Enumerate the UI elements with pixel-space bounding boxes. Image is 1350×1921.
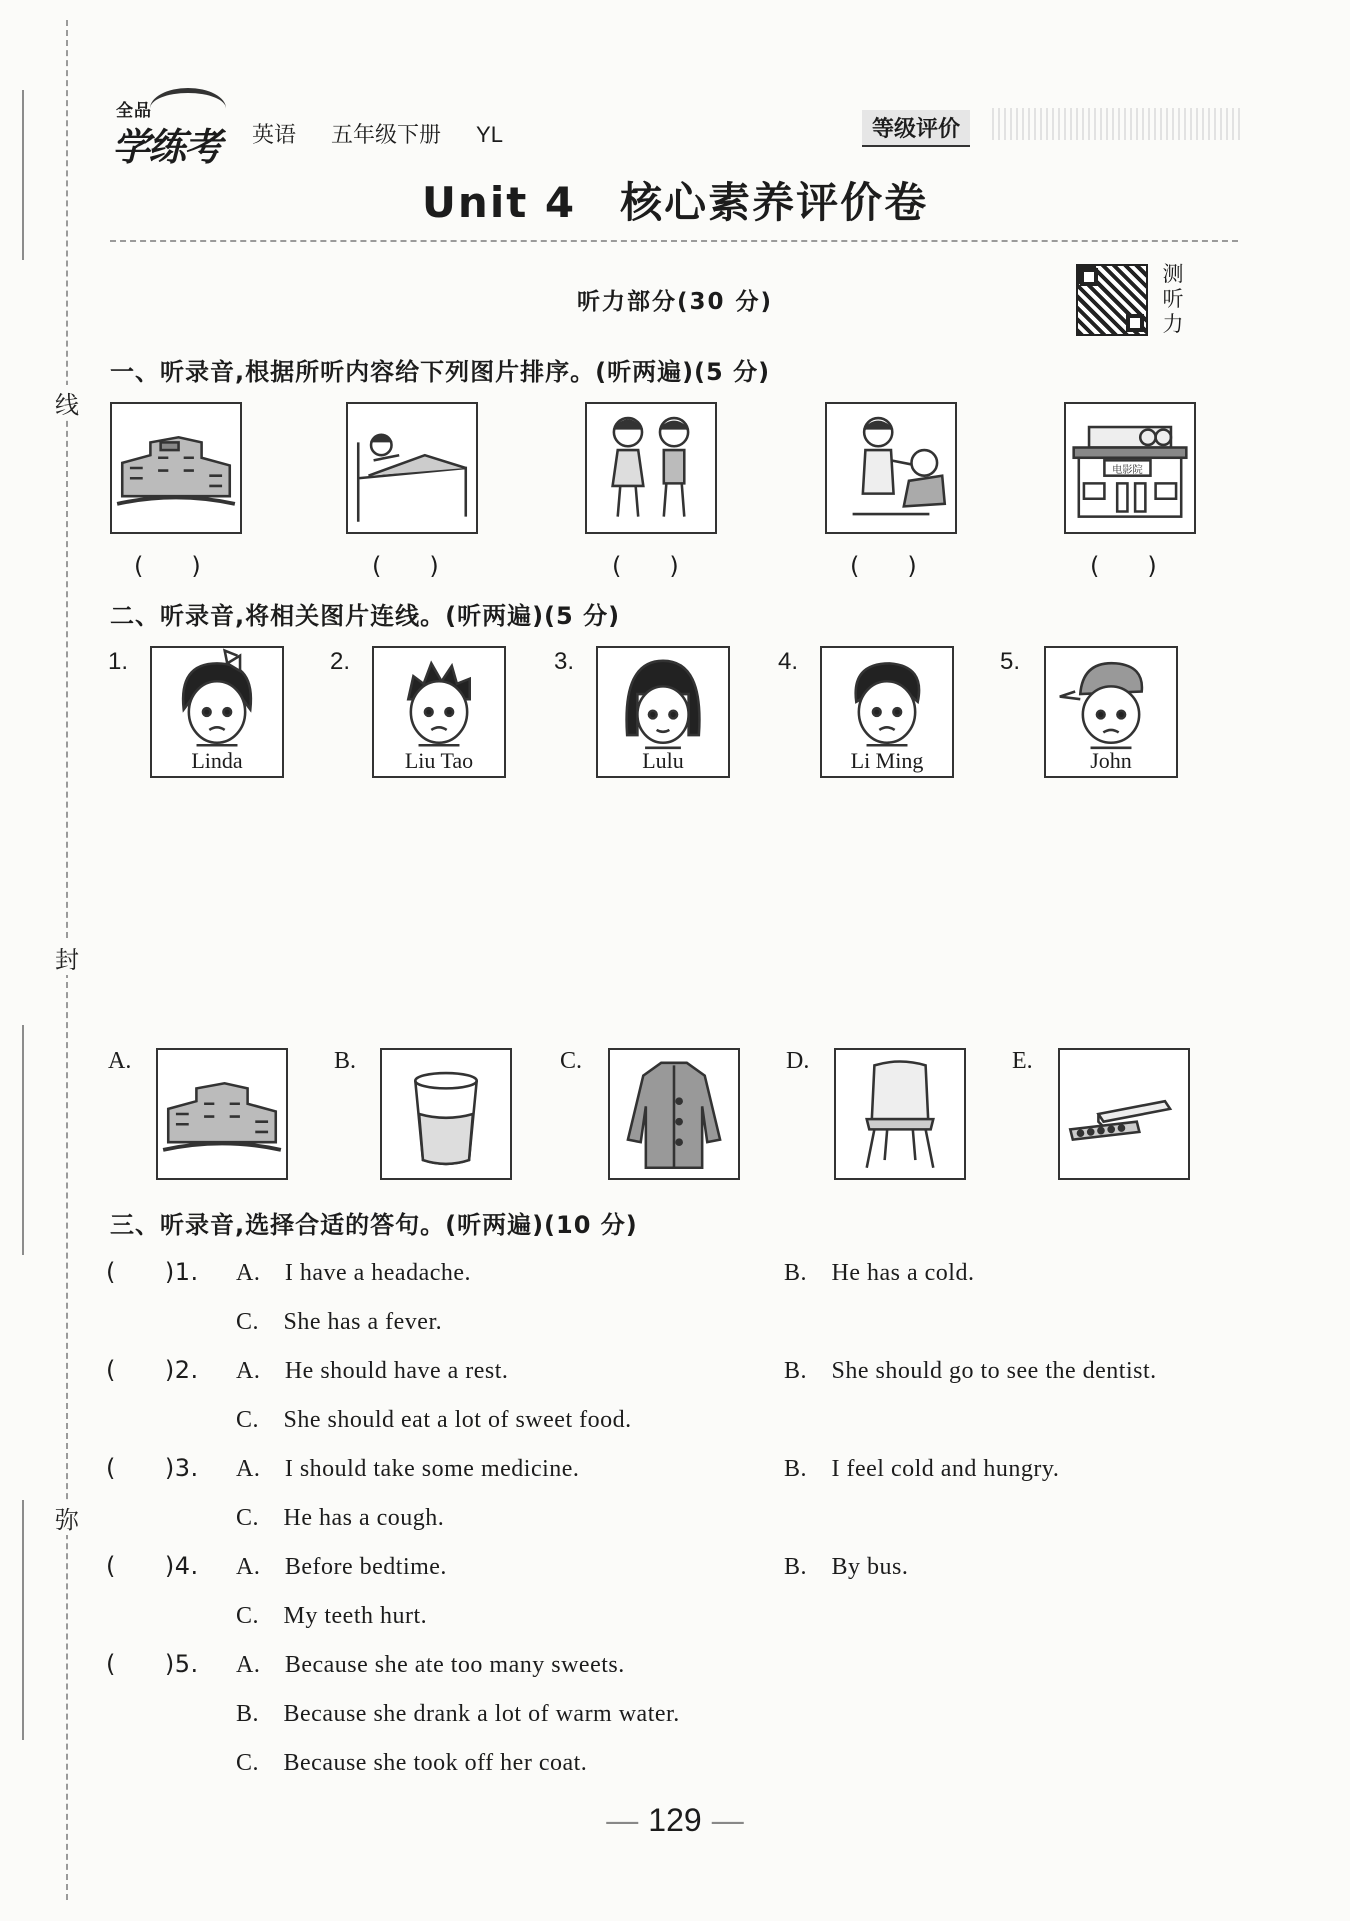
page-number: — 129 — (606, 1802, 744, 1838)
cinema-sign: 电影院 (1112, 464, 1143, 477)
coat-icon (610, 1050, 738, 1178)
option-3a: A. I should take some medicine. (236, 1456, 580, 1482)
option-5b: B. Because she drank a lot of warm water. (236, 1701, 680, 1727)
hospital-icon (158, 1050, 286, 1178)
answer-blank[interactable]: ( ) (850, 552, 917, 580)
option-letter: B. (334, 1048, 357, 1074)
boy-in-bed-icon (346, 402, 478, 534)
binding-label: 弥 (52, 1500, 82, 1535)
binding-margin-bar (22, 1025, 24, 1255)
chair-icon (836, 1050, 964, 1178)
part2-heading: 二、听录音,将相关图片连线。(听两遍)(5 分) (110, 602, 621, 630)
person-name: Linda (191, 748, 243, 773)
answer-blank[interactable]: ( ) (612, 552, 679, 580)
answer-bracket-1[interactable]: ( )1. (106, 1258, 199, 1286)
option-1a: A. I have a headache. (236, 1260, 472, 1286)
person-card-linda[interactable] (150, 646, 284, 778)
person-card-liu-tao[interactable] (372, 646, 506, 778)
person-number: 1. (108, 648, 129, 675)
person-number: 3. (554, 648, 575, 675)
qr-code-icon[interactable] (1076, 264, 1148, 336)
person-name: John (1090, 748, 1132, 773)
option-letter: E. (1012, 1048, 1033, 1074)
binding-label: 封 (52, 940, 82, 975)
person-card-john[interactable] (1044, 646, 1178, 778)
option-3b: B. I feel cold and hungry. (784, 1456, 1060, 1482)
binding-margin-bar (22, 1500, 24, 1740)
part1-heading: 一、听录音,根据所听内容给下列图片排序。(听两遍)(5 分) (110, 358, 771, 386)
option-5a: A. Because she ate too many sweets. (236, 1652, 625, 1678)
binding-label: 线 (52, 385, 82, 420)
option-c[interactable] (608, 1048, 740, 1180)
option-a[interactable] (156, 1048, 288, 1180)
person-name: Liu Tao (404, 748, 474, 773)
option-b[interactable] (380, 1048, 512, 1180)
person-name: Li Ming (850, 748, 924, 773)
option-3c: C. He has a cough. (236, 1505, 445, 1531)
person-number: 5. (1000, 648, 1021, 675)
option-2b: B. She should go to see the dentist. (784, 1358, 1157, 1384)
badge-decoration (992, 108, 1242, 140)
qr-label: 测 听 力 (1162, 262, 1184, 336)
option-letter: C. (560, 1048, 583, 1074)
title-divider (110, 240, 1238, 242)
option-d[interactable] (834, 1048, 966, 1180)
option-1b: B. He has a cold. (784, 1260, 975, 1286)
header-tags (252, 118, 525, 149)
person-name: Lulu (642, 748, 684, 773)
two-children-icon (585, 402, 717, 534)
option-5c: C. Because she took off her coat. (236, 1750, 588, 1776)
listening-section-title: 听力部分(30 分) (576, 289, 774, 315)
answer-blank[interactable]: ( ) (372, 552, 439, 580)
answer-blank[interactable]: ( ) (134, 552, 201, 580)
answer-bracket-3[interactable]: ( )3. (106, 1454, 199, 1482)
cinema-icon (1064, 402, 1196, 534)
dentist-icon (825, 402, 957, 534)
answer-bracket-2[interactable]: ( )2. (106, 1356, 199, 1384)
option-2c: C. She should eat a lot of sweet food. (236, 1407, 632, 1433)
person-card-lulu[interactable] (596, 646, 730, 778)
edition-label: YL (476, 122, 503, 147)
option-2a: A. He should have a rest. (236, 1358, 509, 1384)
person-number: 4. (778, 648, 799, 675)
answer-blank[interactable]: ( ) (1090, 552, 1157, 580)
logo-top-text: 全品 (116, 101, 152, 121)
option-e[interactable] (1058, 1048, 1190, 1180)
answer-bracket-4[interactable]: ( )4. (106, 1552, 199, 1580)
grade-evaluation-badge: 等级评价 (862, 110, 970, 147)
person-card-li-ming[interactable] (820, 646, 954, 778)
subject-label: 英语 (252, 123, 297, 148)
person-number: 2. (330, 648, 351, 675)
answer-bracket-5[interactable]: ( )5. (106, 1650, 199, 1678)
option-4c: C. My teeth hurt. (236, 1603, 428, 1629)
page-title: Unit 4 核心素养评价卷 (421, 178, 929, 227)
part3-heading: 三、听录音,选择合适的答句。(听两遍)(10 分) (110, 1211, 638, 1239)
option-1c: C. She has a fever. (236, 1309, 443, 1335)
option-4b: B. By bus. (784, 1554, 909, 1580)
grade-label: 五年级下册 (331, 123, 442, 148)
option-4a: A. Before bedtime. (236, 1554, 447, 1580)
glass-of-water-icon (382, 1050, 510, 1178)
option-letter: A. (108, 1048, 132, 1074)
option-letter: D. (786, 1048, 810, 1074)
logo-main-text: 学练考 (112, 125, 221, 169)
medicine-icon (1060, 1050, 1188, 1178)
hospital-icon (110, 402, 242, 534)
